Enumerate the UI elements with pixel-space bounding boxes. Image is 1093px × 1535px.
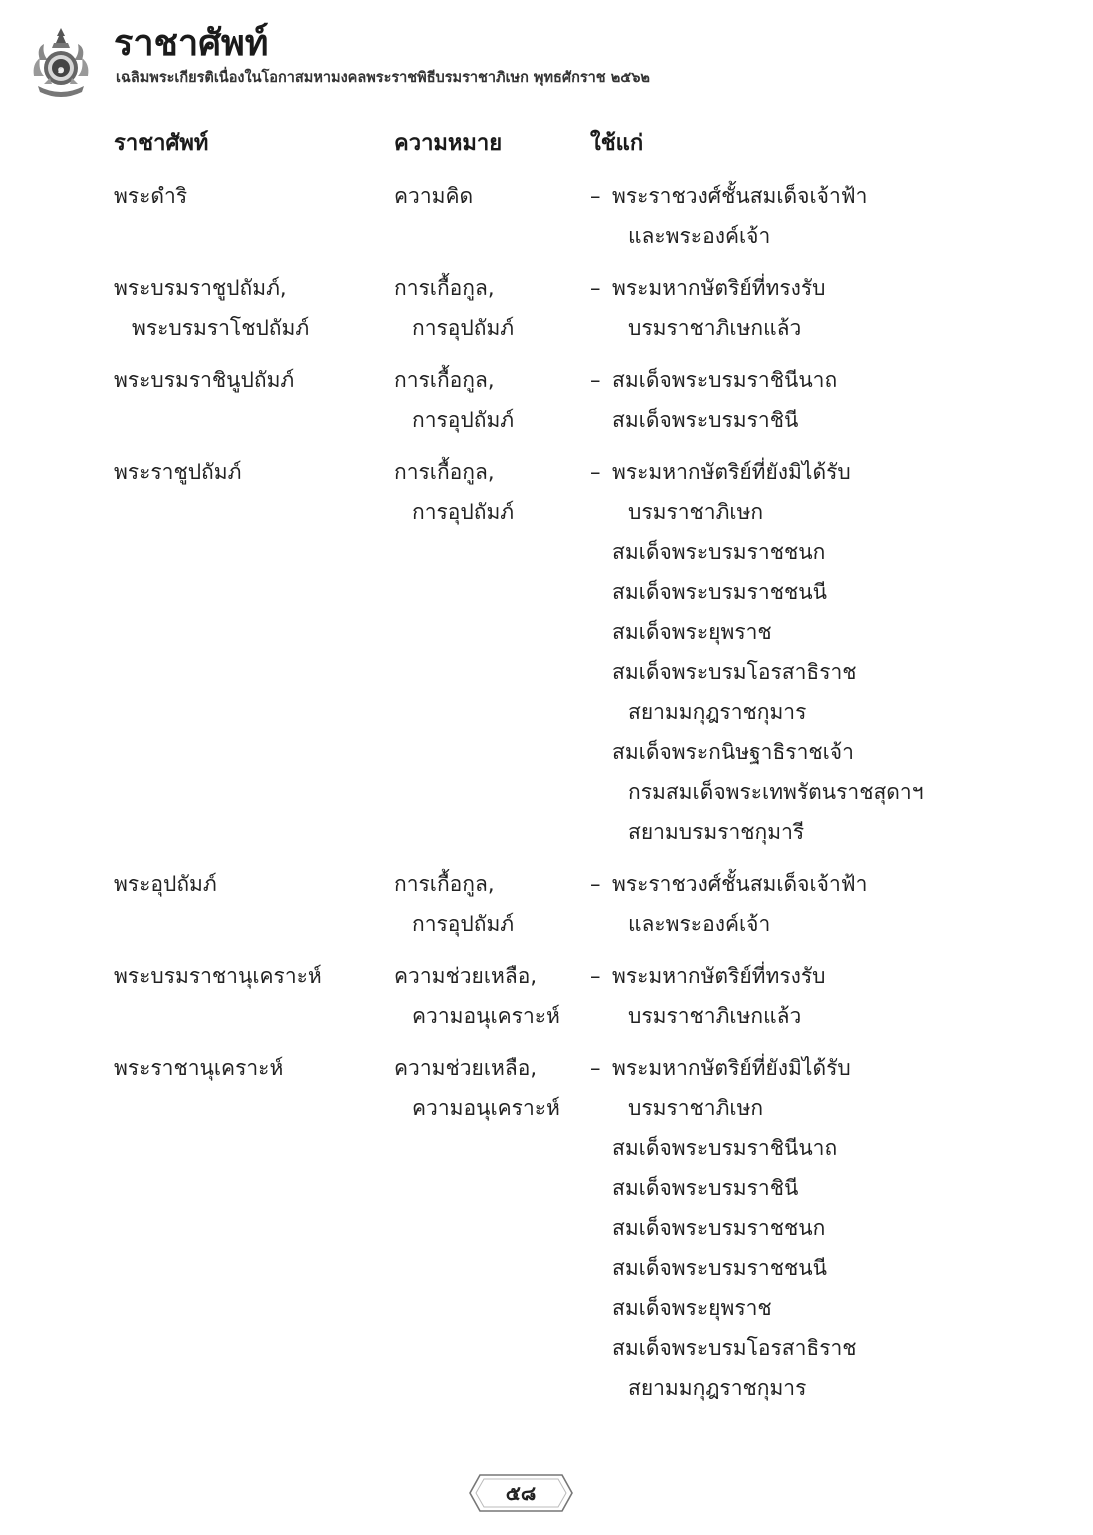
usage-line: สมเด็จพระยุพราช xyxy=(612,620,772,644)
usage-line: สมเด็จพระบรมราชชนก xyxy=(612,540,826,564)
term-cell xyxy=(114,956,394,996)
usage-line: สมเด็จพระบรมราชินี xyxy=(612,408,799,432)
usage-text: พระมหากษัตริย์ที่ยังมิได้รับ xyxy=(612,1056,851,1080)
table-row xyxy=(114,1048,1034,1408)
usage-line: และพระองค์เจ้า xyxy=(628,912,771,936)
usage-line: สยามบรมราชกุมารี xyxy=(628,820,805,844)
usage-line: สมเด็จพระบรมราชินีนาถ xyxy=(612,1136,838,1160)
usage-line xyxy=(590,452,1030,492)
meaning-cell xyxy=(394,452,590,532)
meaning-text: การเกื้อกูล, xyxy=(394,276,495,300)
usage-line xyxy=(590,360,1030,400)
column-header-meaning: ความหมาย xyxy=(394,131,503,156)
usage-text: พระมหากษัตริย์ที่ทรงรับ xyxy=(612,276,826,300)
meaning-text: การเกื้อกูล, xyxy=(394,872,495,896)
meaning-cell xyxy=(394,956,590,1036)
usage-line: บรมราชาภิเษกแล้ว xyxy=(628,316,802,340)
meaning-text: การอุปถัมภ์ xyxy=(412,500,515,524)
table-row xyxy=(114,452,1034,852)
book-title: ราชาศัพท์ xyxy=(114,23,269,64)
vocabulary-table xyxy=(114,124,1034,1420)
usage-dash: – xyxy=(590,872,601,896)
table-row xyxy=(114,360,1034,440)
usage-cell xyxy=(590,864,1030,944)
meaning-cell xyxy=(394,176,590,216)
term-text: พระบรมราชูปถัมภ์, xyxy=(114,276,287,300)
usage-line: กรมสมเด็จพระเทพรัตนราชสุดาฯ xyxy=(628,780,924,804)
table-row xyxy=(114,956,1034,1036)
usage-text: พระมหากษัตริย์ที่ยังมิได้รับ xyxy=(612,460,851,484)
meaning-text: การเกื้อกูล, xyxy=(394,460,495,484)
page-number-badge xyxy=(468,1472,574,1514)
usage-line: สมเด็จพระบรมราชชนนี xyxy=(612,1256,827,1280)
meaning-cell xyxy=(394,1048,590,1128)
usage-dash: – xyxy=(590,1056,601,1080)
usage-cell xyxy=(590,360,1030,440)
usage-text: สมเด็จพระบรมราชินีนาถ xyxy=(612,368,838,392)
usage-dash: – xyxy=(590,460,601,484)
usage-text: พระราชวงศ์ชั้นสมเด็จเจ้าฟ้า xyxy=(612,872,868,896)
meaning-text: การอุปถัมภ์ xyxy=(412,316,515,340)
term-cell xyxy=(114,864,394,904)
usage-line: สยามมกุฎราชกุมาร xyxy=(628,1376,807,1400)
meaning-cell xyxy=(394,268,590,348)
term-text: พระดำริ xyxy=(114,184,188,208)
term-cell xyxy=(114,1048,394,1088)
meaning-text: การอุปถัมภ์ xyxy=(412,408,515,432)
column-header-term: ราชาศัพท์ xyxy=(114,131,209,156)
royal-emblem-icon xyxy=(30,26,92,98)
usage-line xyxy=(590,956,1030,996)
table-row xyxy=(114,864,1034,944)
usage-line: สมเด็จพระยุพราช xyxy=(612,1296,772,1320)
usage-line: และพระองค์เจ้า xyxy=(628,224,771,248)
meaning-cell xyxy=(394,360,590,440)
term-cell xyxy=(114,268,394,348)
term-text: พระบรมราโชปถัมภ์ xyxy=(132,316,310,340)
page-number: ๕๘ xyxy=(505,1481,537,1505)
usage-text: พระมหากษัตริย์ที่ทรงรับ xyxy=(612,964,826,988)
meaning-text: ความช่วยเหลือ, xyxy=(394,964,538,988)
usage-line xyxy=(590,1048,1030,1088)
usage-line: สมเด็จพระบรมราชินี xyxy=(612,1176,799,1200)
table-body xyxy=(114,176,1034,1408)
column-header-usage: ใช้แก่ xyxy=(590,131,644,156)
term-cell xyxy=(114,360,394,400)
usage-line: สมเด็จพระบรมโอรสาธิราช xyxy=(612,660,857,684)
usage-cell xyxy=(590,176,1030,256)
usage-line: บรมราชาภิเษกแล้ว xyxy=(628,1004,802,1028)
meaning-text: ความอนุเคราะห์ xyxy=(412,1004,560,1028)
usage-cell xyxy=(590,452,1030,852)
table-row xyxy=(114,176,1034,256)
book-subtitle: เฉลิมพระเกียรติเนื่องในโอกาสมหามงคลพระราชพิธีบรมราชาภิเษก พุทธศักราช ๒๕๖๒ xyxy=(116,70,650,86)
usage-line: สมเด็จพระกนิษฐาธิราชเจ้า xyxy=(612,740,854,764)
term-text: พระราชูปถัมภ์ xyxy=(114,460,242,484)
usage-dash: – xyxy=(590,184,601,208)
term-text: พระอุปถัมภ์ xyxy=(114,872,217,896)
usage-cell xyxy=(590,956,1030,1036)
term-text: พระราชานุเคราะห์ xyxy=(114,1056,284,1080)
term-text: พระบรมราชานุเคราะห์ xyxy=(114,964,322,988)
usage-cell xyxy=(590,268,1030,348)
usage-line xyxy=(590,176,1030,216)
table-row xyxy=(114,268,1034,348)
usage-line: บรมราชาภิเษก xyxy=(628,500,764,524)
meaning-text: ความช่วยเหลือ, xyxy=(394,1056,538,1080)
page-header xyxy=(30,22,1070,97)
usage-line: สมเด็จพระบรมโอรสาธิราช xyxy=(612,1336,857,1360)
meaning-text: การอุปถัมภ์ xyxy=(412,912,515,936)
meaning-text: การเกื้อกูล, xyxy=(394,368,495,392)
meaning-text: ความอนุเคราะห์ xyxy=(412,1096,560,1120)
usage-cell xyxy=(590,1048,1030,1408)
meaning-cell xyxy=(394,864,590,944)
meaning-text: ความคิด xyxy=(394,184,474,208)
usage-text: พระราชวงศ์ชั้นสมเด็จเจ้าฟ้า xyxy=(612,184,868,208)
usage-dash: – xyxy=(590,276,601,300)
term-text: พระบรมราชินูปถัมภ์ xyxy=(114,368,295,392)
usage-dash: – xyxy=(590,368,601,392)
term-cell xyxy=(114,176,394,216)
usage-dash: – xyxy=(590,964,601,988)
usage-line: บรมราชาภิเษก xyxy=(628,1096,764,1120)
usage-line: สมเด็จพระบรมราชชนก xyxy=(612,1216,826,1240)
usage-line xyxy=(590,864,1030,904)
svg-text:๑: ๑ xyxy=(57,62,65,76)
usage-line xyxy=(590,268,1030,308)
term-cell xyxy=(114,452,394,492)
table-header-row xyxy=(114,124,1034,164)
usage-line: สมเด็จพระบรมราชชนนี xyxy=(612,580,827,604)
usage-line: สยามมกุฎราชกุมาร xyxy=(628,700,807,724)
